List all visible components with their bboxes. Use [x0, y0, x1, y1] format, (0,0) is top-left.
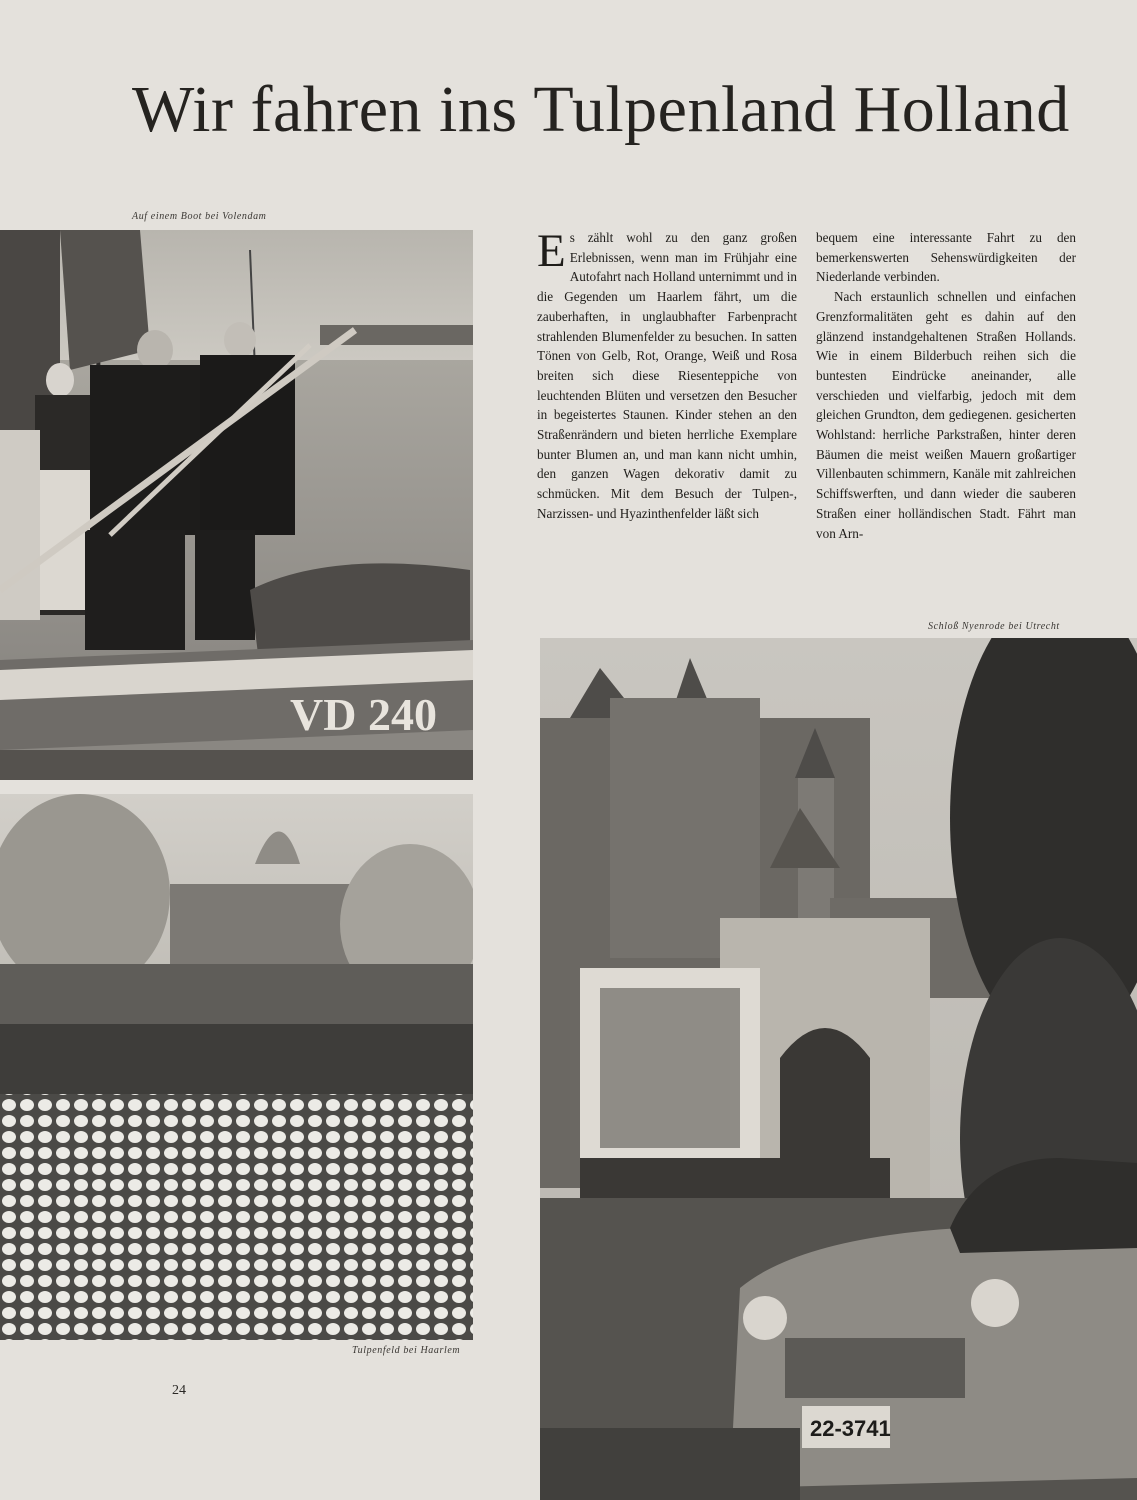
- photo-volendam-boat-image: [0, 230, 473, 780]
- photo-castle-nyenrode-image: [540, 638, 1137, 1500]
- photo-castle-nyenrode: [540, 638, 1137, 1500]
- photo-volendam-boat: [0, 230, 473, 780]
- article-column-1: [537, 225, 797, 524]
- caption-tulips: Tulpenfeld bei Haarlem: [352, 1345, 461, 1356]
- article-column-2: [816, 228, 1076, 543]
- caption-boat: Auf einem Boot bei Volendam: [132, 211, 267, 222]
- photo-tulip-field-image: [0, 794, 473, 1340]
- article-col2-paragraph-1: bequem eine interessante Fahrt zu den bemerkenswerten Sehenswürdigkeiten der Niederlande verbinden.: [816, 230, 1076, 285]
- car-plate-text: 22-3741: [810, 1416, 891, 1441]
- article-title: Wir fahren ins Tulpenland Holland: [132, 73, 1070, 146]
- boat-registration-text: VD 240: [290, 689, 437, 740]
- article-col2-paragraph-2: Nach erstaunlich schnellen und einfachen Grenzformalitäten geht es dahin auf den glänzend instandgehaltenen Straßen Hollands. Wie in einem Bilderbuch reihen sich die buntesten Eindrücke aneinander, alle verschieden und vielfarbig, jedoch mit dem gleichen Grundton, dem gediegenen. gesicherten Wohlstand: herrliche Parkstraßen, hinter deren Bäumen die meist weißen Mauern großartiger Villenbauten schimmern, Kanäle mit zahlreichen Schiffswerften, und dann wieder die sauberen Straßen einer holländischen Stadt. Fährt man von Arn-: [816, 289, 1076, 541]
- photo-tulip-field: [0, 794, 473, 1340]
- page-number: 24: [172, 1383, 186, 1398]
- article-col1-text: s zählt wohl zu den ganz großen Erlebnissen, wenn man im Frühjahr eine Autofahrt nach Holland unternimmt und in die Gegenden um Haarlem fährt, um die zauberhaften, in unglaubhafter Farbenpracht strahlenden Blumenfelder zu besuchen. In satten Tönen von Gelb, Rot, Orange, Weiß und Rosa breiten sich diese Riesenteppiche von leuchtenden Blüten und versetzen den Besucher in begeistertes Staunen. Kinder stehen an den Straßenrändern und bieten herrliche Exemplare bunter Blumen an, und man kann nicht umhin, den ganzen Wagen dekorativ damit zu schmücken. Mit dem Besuch der Tulpen-, Narzissen- und Hyazinthenfelder läßt sich: [537, 230, 797, 521]
- drop-cap: E: [537, 225, 566, 277]
- caption-castle: Schloß Nyenrode bei Utrecht: [928, 621, 1060, 632]
